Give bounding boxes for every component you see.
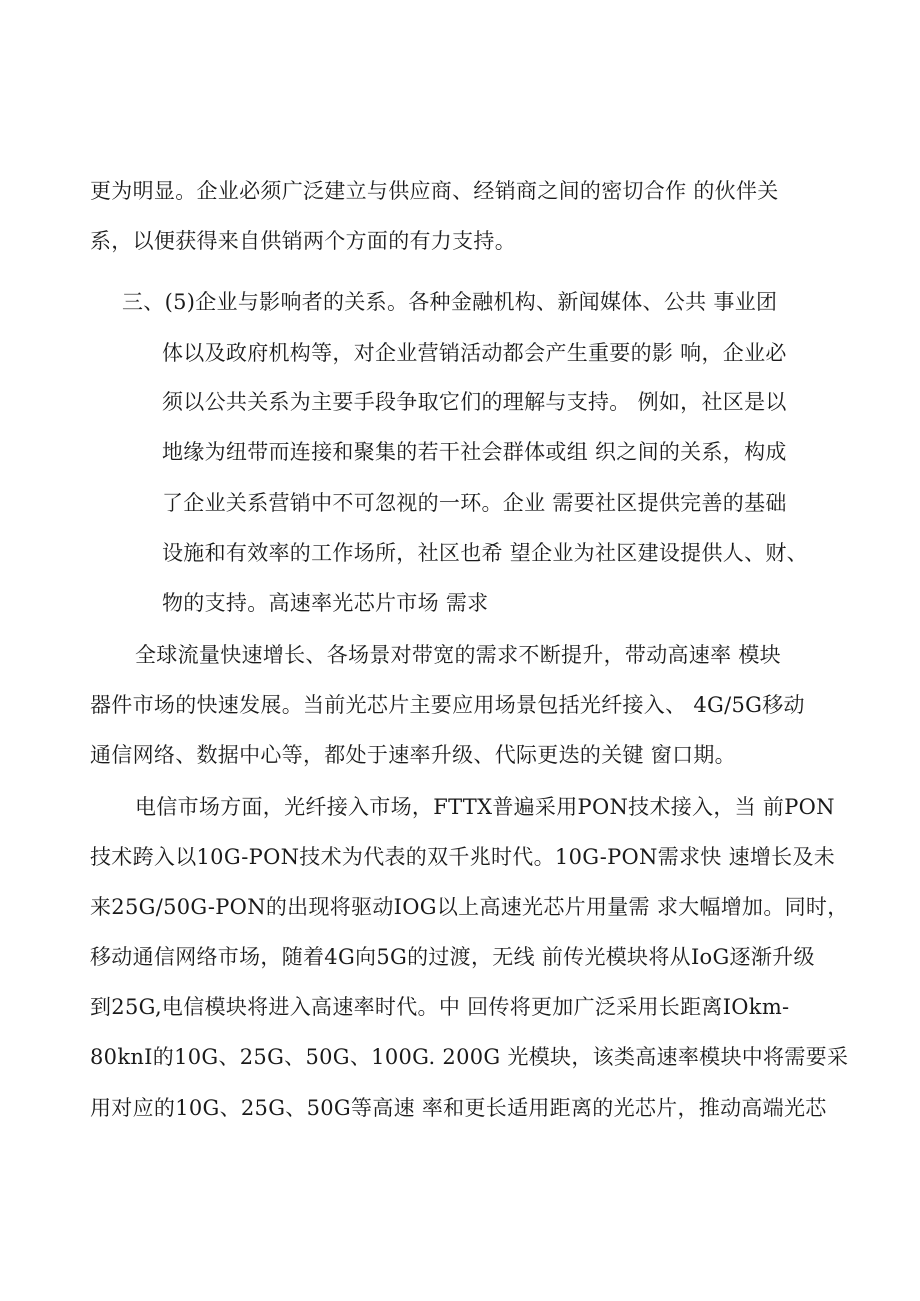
text-line: 器件市场的快速发展。当前光芯片主要应用场景包括光纤接入、 4G/5G移动 xyxy=(90,693,805,717)
text-line: 了企业关系营销中不可忽视的一环。企业 需要社区提供完善的基础 xyxy=(162,491,787,515)
text-line: 物的支持。高速率光芯片市场 需求 xyxy=(162,591,489,615)
text-line: 到25G,电信模块将进入高速率时代。中 回传将更加广泛采用长距离IOkm- xyxy=(90,995,790,1019)
text-line: 80knI的10G、25G、50G、100G. 200G 光模块，该类高速率模块中将需要采 xyxy=(90,1045,849,1069)
text-line: 系，以便获得来自供销两个方面的有力支持。 xyxy=(90,229,516,253)
text-line: 设施和有效率的工作场所，社区也希 望企业为社区建设提供人、财、 xyxy=(162,541,808,565)
text-line: 地缘为纽带而连接和聚集的若干社会群体或组 织之间的关系，构成 xyxy=(162,440,787,464)
text-line: 移动通信网络市场，随着4G向5G的过渡，无线 前传光模块将从IoG逐渐升级 xyxy=(90,945,815,969)
text-line: 全球流量快速增长、各场景对带宽的需求不断提升，带动高速率 模块 xyxy=(135,643,781,667)
text-line: 三、(5)企业与影响者的关系。各种金融机构、新闻媒体、公共 事业团 xyxy=(122,290,778,314)
text-line: 来25G/50G-PON的出现将驱动IOG以上高速光芯片用量需 求大幅增加。同时， xyxy=(90,895,849,919)
text-line: 须以公共关系为主要手段争取它们的理解与支持。 例如，社区是以 xyxy=(162,390,787,414)
text-line: 电信市场方面，光纤接入市场，FTTX普遍采用PON技术接入，当 前PON xyxy=(135,795,835,819)
text-line: 技术跨入以10G-PON技术为代表的双千兆时代。10G-PON需求快 速增长及未 xyxy=(90,845,836,869)
text-line: 用对应的10G、25G、50G等高速 率和更长适用距离的光芯片，推动高端光芯 xyxy=(90,1096,827,1120)
text-line: 体以及政府机构等，对企业营销活动都会产生重要的影 响，企业必 xyxy=(162,341,787,365)
text-line: 通信网络、数据中心等，都处于速率升级、代际更迭的关键 窗口期。 xyxy=(90,743,736,767)
text-line: 更为明显。企业必须广泛建立与供应商、经销商之间的密切合作 的伙伴关 xyxy=(90,179,779,203)
